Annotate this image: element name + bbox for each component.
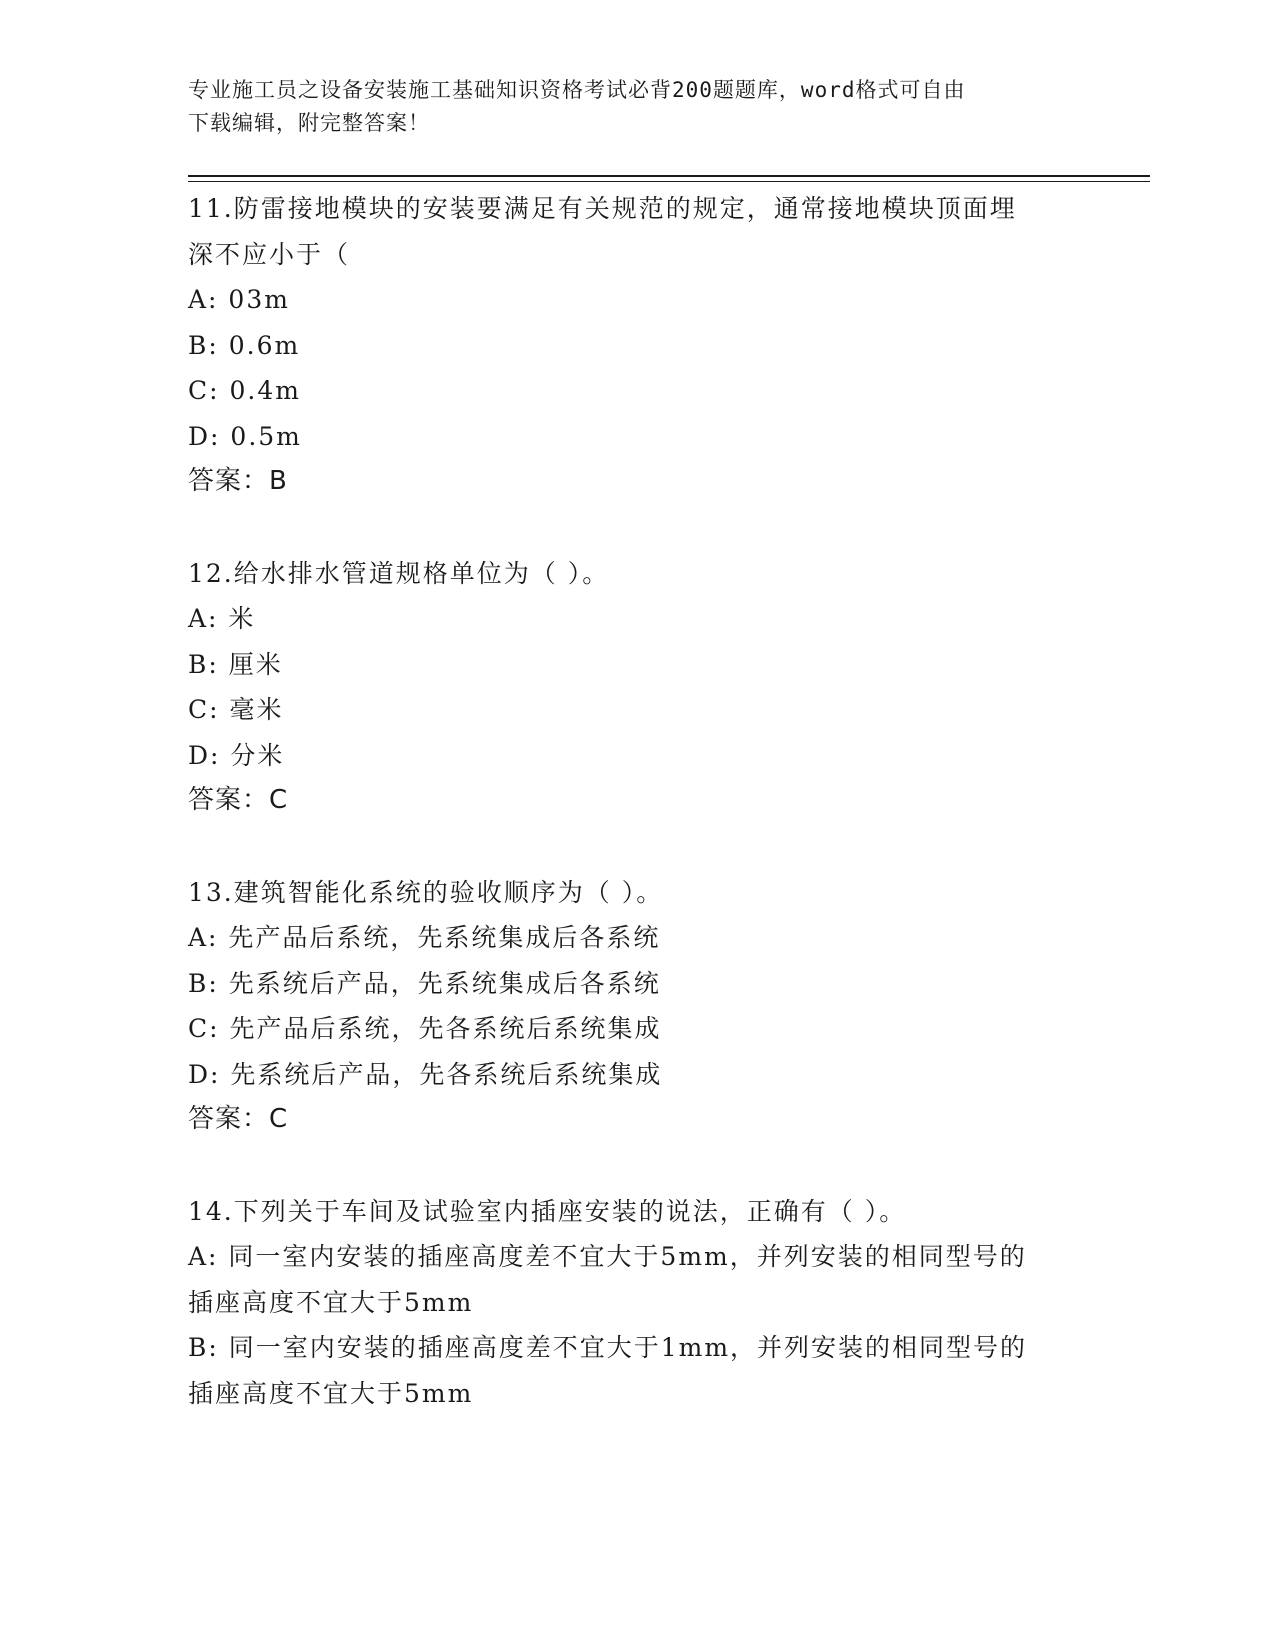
answer-text: 答案：C: [188, 1104, 289, 1134]
question-text: 深不应小于（: [188, 239, 351, 269]
document-header: [188, 74, 1088, 140]
option-b-continued: 插座高度不宜大于5mm: [188, 1378, 474, 1408]
header-divider: [188, 175, 1150, 177]
question-list: [188, 186, 1088, 1462]
option-b: B: 厘米: [188, 649, 283, 679]
option-c: C: 先产品后系统，先各系统后系统集成: [188, 1014, 662, 1043]
option-a: A: 先产品后系统，先系统集成后各系统: [188, 923, 661, 952]
answer-text: 答案：B: [188, 466, 288, 496]
question-text: 14.下列关于车间及试验室内插座安装的说法，正确有（ ）。: [188, 1196, 907, 1226]
option-d: D: 先系统后产品，先各系统后系统集成: [188, 1059, 663, 1089]
option-c: C: 毫米: [188, 695, 284, 724]
option-b: B: 先系统后产品，先系统集成后各系统: [188, 968, 661, 998]
answer-text: 答案：C: [188, 785, 289, 815]
question-text: 11.防雷接地模块的安装要满足有关规范的规定，通常接地模块顶面埋: [188, 194, 1017, 223]
option-a-continued: 插座高度不宜大于5mm: [188, 1287, 474, 1317]
header-line: 专业施工员之设备安装施工基础知识资格考试必背200题题库，word格式可自由: [188, 78, 966, 102]
option-b: B: 0.6m: [188, 330, 301, 360]
question-text: 12.给水排水管道规格单位为（ ）。: [188, 558, 610, 588]
option-c: C: 0.4m: [188, 376, 301, 405]
question-text: 13.建筑智能化系统的验收顺序为（ ）。: [188, 877, 664, 907]
question-12: [188, 551, 1088, 824]
question-11: [188, 186, 1088, 505]
option-a: A: 同一室内安装的插座高度差不宜大于5mm，并列安装的相同型号的: [188, 1242, 1027, 1271]
option-b: B: 同一室内安装的插座高度差不宜大于1mm，并列安装的相同型号的: [188, 1333, 1028, 1362]
header-line: 下载编辑，附完整答案！: [188, 111, 430, 135]
option-a: A: 03m: [188, 285, 290, 314]
option-a: A: 米: [188, 604, 256, 633]
option-d: D: 分米: [188, 740, 285, 770]
question-13: [188, 870, 1088, 1143]
option-d: D: 0.5m: [188, 421, 302, 451]
question-14: [188, 1189, 1088, 1417]
header-divider-thin: [188, 181, 1150, 182]
